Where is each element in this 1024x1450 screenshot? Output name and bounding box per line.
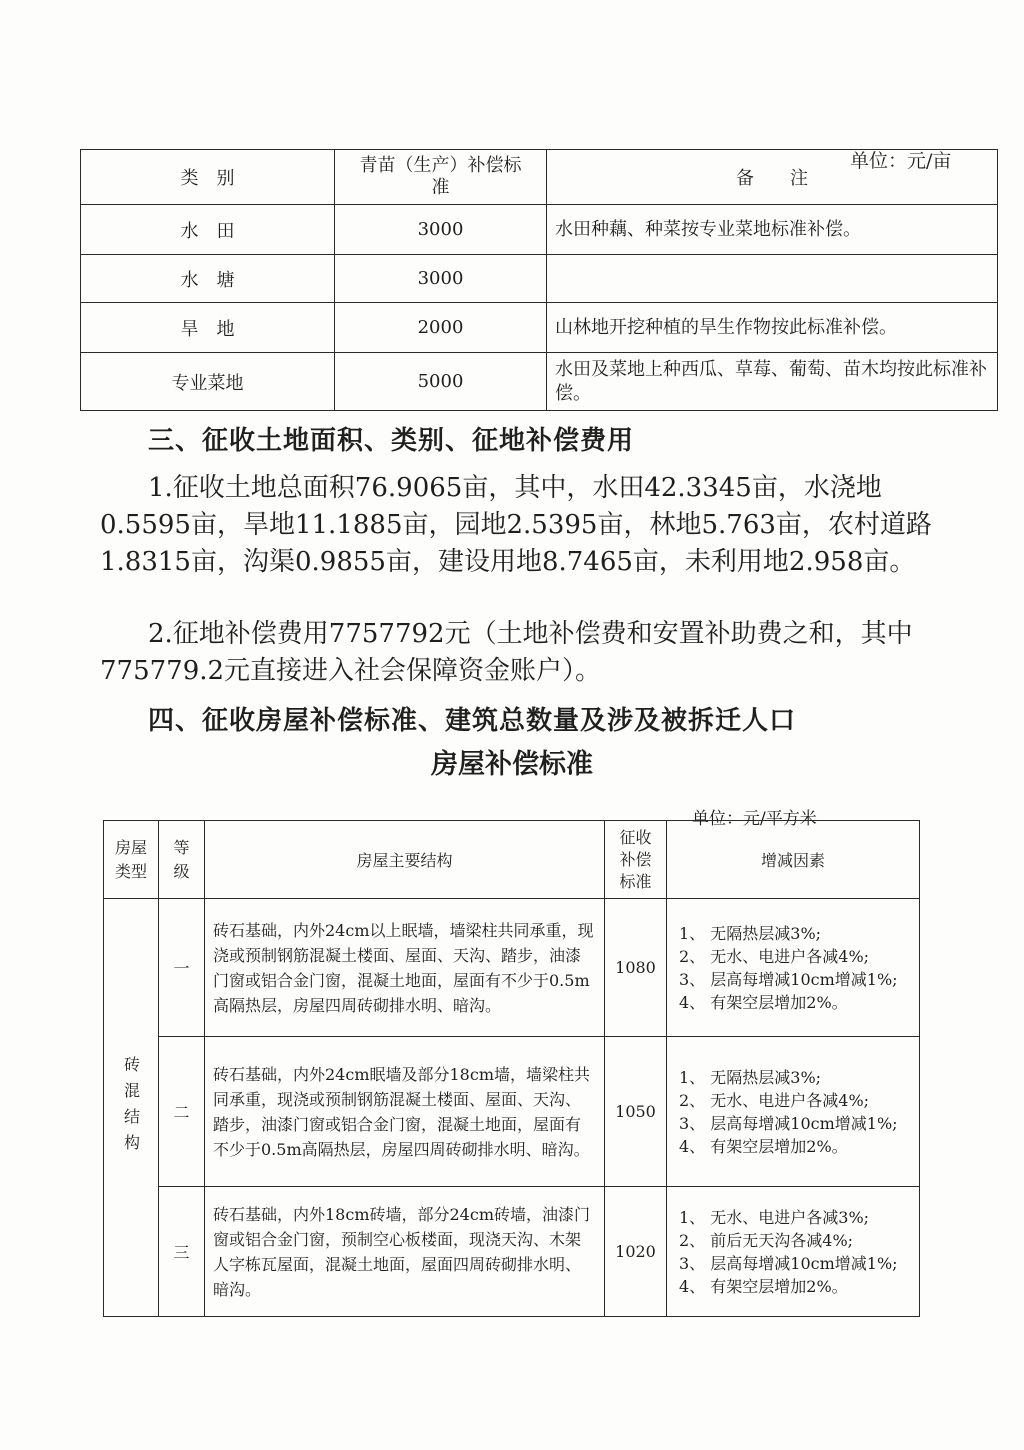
crop-compensation-table [80, 149, 998, 411]
factor-line: 1、 无隔热层减3%; [679, 923, 822, 943]
factor-line: 3、 层高每增减10cm增减1%; [679, 1113, 898, 1133]
factor-line: 4、 有架空层增加2%。 [679, 1276, 848, 1296]
house-table-title: 房屋补偿标准 [431, 749, 593, 780]
section3-paragraph-2: 2.征地补偿费用7757792元（土地补偿费和安置补助费之和，其中775779.2元直接进入社会保障资金账户）。 [100, 619, 913, 686]
cell-remark: 水田种藕、种菜按专业菜地标准补偿。 [547, 205, 998, 255]
factor-line: 2、 无水、电进户各减4%; [679, 946, 870, 966]
cell-factors [667, 1037, 920, 1187]
header-remark: 备 注 [547, 150, 998, 205]
table-row [81, 353, 998, 411]
factor-line: 2、 无水、电进户各减4%; [679, 1090, 870, 1110]
cell-grade: 一 [159, 899, 205, 1037]
header-structure: 房屋主要结构 [205, 821, 605, 899]
cell-category: 水 塘 [81, 255, 335, 303]
cell-category: 水 田 [81, 205, 335, 255]
cell-remark [547, 255, 998, 303]
section3-heading: 三、征收土地面积、类别、征地补偿费用 [148, 426, 635, 456]
factor-line: 1、 无水、电进户各减3%; [679, 1207, 870, 1227]
cell-factors [667, 1187, 920, 1317]
cell-structure: 砖石基础，内外18cm砖墙，部分24cm砖墙，油漆门窗或铝合金门窗，预制空心板楼面，现浇天沟、木架人字栋瓦屋面，混凝土地面，屋面四周砖砌排水明、暗沟。 [205, 1187, 605, 1317]
cell-standard: 2000 [335, 303, 547, 353]
table-header-row [81, 150, 998, 205]
header-factors: 增减因素 [667, 821, 920, 899]
house-type-cell [104, 899, 159, 1317]
house-type-label: 砖混结构 [121, 1055, 141, 1160]
cell-grade: 三 [159, 1187, 205, 1317]
cell-standard: 5000 [335, 353, 547, 411]
table-row [81, 205, 998, 255]
cell-standard: 1080 [605, 899, 667, 1037]
factor-line: 3、 层高每增减10cm增减1%; [679, 1253, 898, 1273]
table-row [81, 303, 998, 353]
cell-standard: 1020 [605, 1187, 667, 1317]
section4-heading: 四、征收房屋补偿标准、建筑总数量及涉及被拆迁人口 [148, 706, 797, 736]
cell-factors [667, 899, 920, 1037]
cell-grade: 二 [159, 1037, 205, 1187]
header-standard: 征收补偿标准 [605, 821, 667, 899]
section3-paragraph-1: 1.征收土地总面积76.9065亩，其中，水田42.3345亩，水浇地0.5595亩，旱地11.1885亩，园地2.5395亩，林地5.763亩，农村道路1.8315亩，沟渠0.9855亩，建设用地8.7465亩，未利用地2.958亩。 [100, 473, 932, 577]
factor-line: 2、 前后无天沟各减4%; [679, 1230, 854, 1250]
table1-unit: 单位：元/亩 [850, 150, 952, 172]
cell-category: 旱 地 [81, 303, 335, 353]
cell-standard: 1050 [605, 1037, 667, 1187]
cell-remark: 山林地开挖种植的旱生作物按此标准补偿。 [547, 303, 998, 353]
table-row [104, 1037, 920, 1187]
table-header-row [104, 821, 920, 899]
house-compensation-table [103, 820, 920, 1317]
cell-structure: 砖石基础，内外24cm眠墙及部分18cm墙，墙梁柱共同承重，现浇或预制钢筋混凝土楼面、屋面、天沟、踏步，油漆门窗或铝合金门窗，混凝土地面，屋面有不少于0.5m高隔热层，房屋四周砖砌排水明、暗沟。 [205, 1037, 605, 1187]
factor-line: 3、 层高每增减10cm增减1%; [679, 969, 898, 989]
factor-line: 1、 无隔热层减3%; [679, 1067, 822, 1087]
header-category: 类 别 [81, 150, 335, 205]
header-grade: 等级 [159, 821, 205, 899]
table2-unit: 单位：元/平方米 [692, 809, 817, 829]
table-row [81, 255, 998, 303]
header-house-type: 房屋类型 [104, 821, 159, 899]
cell-category: 专业菜地 [81, 353, 335, 411]
cell-remark: 水田及菜地上种西瓜、草莓、葡萄、苗木均按此标准补偿。 [547, 353, 998, 411]
cell-standard: 3000 [335, 255, 547, 303]
header-standard: 青苗（生产）补偿标准 [335, 150, 547, 205]
cell-standard: 3000 [335, 205, 547, 255]
factor-line: 4、 有架空层增加2%。 [679, 992, 848, 1012]
factor-line: 4、 有架空层增加2%。 [679, 1136, 848, 1156]
table-row [104, 1187, 920, 1317]
table-row [104, 899, 920, 1037]
cell-structure: 砖石基础，内外24cm以上眠墙，墙梁柱共同承重，现浇或预制钢筋混凝土楼面、屋面、天沟、踏步，油漆门窗或铝合金门窗，混凝土地面，屋面有不少于0.5m高隔热层，房屋四周砖砌排水明、暗沟。 [205, 899, 605, 1037]
